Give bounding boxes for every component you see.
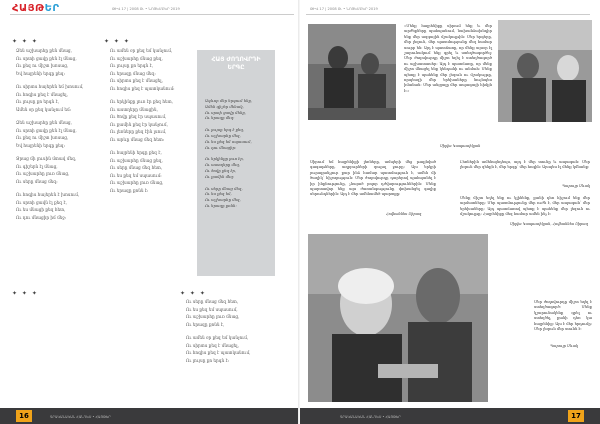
poem-line: Ու սերը մնաց մեզ, [205, 185, 243, 191]
poem-line: Ու ես քեզ եմ սպասում, [205, 138, 252, 144]
poem-line: Ձեն աշխարհը քեն մնաց, [16, 120, 72, 125]
photo-writers-portrait [498, 20, 592, 122]
poem-line: Ու ես քեզ եմ սպասում։ [110, 172, 162, 178]
poem-line: Ու քեզ ու միշտ խոսաց, [16, 135, 69, 140]
right-footer-text: ԳՐԱԿԱՆԱԿԱՆ ՀԱՆԴԵՍ • ՀԱՅԹԵՐ [340, 415, 401, 419]
photo-two-elders [308, 234, 488, 402]
photo-illustration [308, 24, 396, 120]
sidebar-poem [205, 98, 252, 209]
poem-line: Ու աշխարհը լուռ մնաց, [16, 171, 70, 176]
poem-line: Ու լույսը քո երգն է, [16, 99, 60, 104]
poem-line: Ու աշխարհը մնաց քեզ, [110, 55, 163, 61]
poem-column-3 [186, 298, 250, 364]
stars-divider: ✦ ✦ ✦ [12, 290, 39, 297]
poem-line: Ու աստղերը մնացին, [110, 106, 158, 112]
poem-line: Ու սրտի ցավն էլ քեզ է, [16, 199, 67, 205]
stars-divider: ✦ ✦ ✦ [180, 290, 207, 297]
poem-line: Ու աշխարհը լուռ մնաց, [186, 314, 240, 319]
bottom-signature: Պարույր Սևակ [550, 344, 579, 348]
poem-line: Ու սերը մնաց մեզ հետ, [110, 165, 163, 170]
left-running-head: ԹԻՎ 17 | 2008 Թ. • ՆՈՅԵՄԲԵՐ 2019 [112, 7, 180, 11]
logo-accent-text: ԵՐ [44, 3, 60, 14]
poem-line: Ու գիշերն էլ մնաց, [16, 163, 58, 169]
poem-line: Ու ես մնացի քեզ հետ, [16, 207, 66, 212]
mid-signature: Հովհաննես Շիրազ [386, 212, 422, 216]
poem-line: Ու լույսը քո երգն է։ [186, 357, 230, 363]
poem-line: Ու երազը քոնն է, [186, 321, 225, 327]
intro-signature: Սիլվա Կապուտիկյան [440, 144, 481, 148]
left-header-rule [10, 14, 294, 15]
poem-line: Ու աշխարհը մեզ, [205, 132, 241, 138]
intro-text: «Մենք հայրենիքը սիրում ենք և մեր արժեքները պահպանում, նախանձախնդիր ենք մեր ազգային մշակույթին։ Մեր երգերը, մեր լեզուն, մեր պատմությունը մեզ համար սուրբ են։ Այդ է պատճառը, որ մենք այսօր էլ շարունակում ենք գրել և ստեղծագործել։ Մեր ժողովուրդը միշտ եղել է ստեղծագործ ու աշխատասեր։ Այդ է պատճառը, որ մենք միշտ մնացել ենք կենդանի ու անմահ։ Մենք պետք է պահենք մեր լեզուն ու մշակույթը, որպեսզի մեր երեխաները նույնպես իմանան։ Մեր անցյալը մեր ապագայի հիմքն է։» [404, 24, 492, 93]
poem-line: Ու սրտի ցավը մենք, [205, 109, 247, 115]
poem-line: Ու դու մնացիր իմ մեջ։ [16, 214, 67, 220]
poem-line: Ու հոգիս քեզ է պատկանում, [186, 350, 251, 355]
photo-poets-gathering [308, 24, 396, 120]
poem-line: Ու հոգիս հայերեն է խոսում, [16, 192, 80, 197]
poem-line: Ագևոր մեր երգում ենք, [205, 98, 253, 103]
poem-line: Ու դու մնացիր։ [205, 144, 237, 150]
poem-line: Ամեն գիշեր մենակ, [205, 103, 244, 109]
poem-line: Ու սիրտս քեզ է մնացել, [110, 78, 163, 83]
poem-line: Ու ես քեզ եմ, [205, 191, 232, 197]
poem-line: Ու լեռները քեզ էին լսում, [110, 129, 167, 134]
logo-main-text: ՀԱՅԹ [12, 3, 45, 14]
poem-line: Ձեն աշխարհը քեն մնաց, [16, 48, 72, 53]
poem-line: Ու ծովը քեզ էր, [205, 167, 237, 173]
photo-illustration [498, 20, 592, 122]
magazine-logo [12, 3, 60, 14]
poem-line: Ու աստղերը մեզ, [205, 162, 241, 168]
stars-divider: ✦ ✦ ✦ [12, 38, 39, 45]
poem-line: Ու աշխարհը լուռ մնաց, [110, 180, 164, 185]
poem-line: Ու ես քեզ եմ սպասում, [186, 306, 238, 312]
poem-line: Ու երազը քոնն է։ [110, 187, 149, 193]
poem-line: Ու երազը քոնն։ [205, 202, 237, 208]
side-text: Լեռներին ամենայնդեպս, այդ է մեր տունը և ապագան։ Մեր լեզուն մեր զենքն է, մեր երգը՝ մեր հոգին։ Այսպես էլ մենք կմնանք։ [460, 160, 590, 170]
poem-line: Ու քամին քեզ էր կանչում, [110, 121, 168, 127]
poem-column-1 [16, 47, 83, 221]
left-footer-bar [0, 408, 300, 424]
sidebar-title-line2: ԵՐԳԸ [227, 64, 245, 71]
poem-line: Եվ հայրենի երգը քեզ։ [16, 70, 66, 76]
poem-line: Ու լույսը քո երգն է, [110, 63, 154, 68]
poem-line: Եվ հայրենի երգը քեզ։ [16, 142, 66, 148]
right-header-rule [306, 14, 590, 15]
stars-divider: ✦ ✦ ✦ [104, 38, 131, 45]
poem-line: Ու սիրտս քեզ է մնացել, [186, 342, 239, 348]
poem-line: Ու հոգիս քեզ է պատկանում։ [110, 85, 175, 91]
poem-line: Ու երազը մեզ։ [205, 115, 235, 121]
song-sidebar [197, 50, 275, 276]
sidebar-title [197, 56, 275, 72]
poem-line: Ամեն օր քեզ կանչում եմ։ [16, 106, 72, 112]
poem-line: Ու հայրենի երգը քեզ է, [110, 150, 162, 155]
poem-line: Ու ծովը քեզ էր սպասում, [110, 114, 167, 119]
poem-line: Ու երազը մնաց մեզ։ [110, 70, 156, 76]
poem-line: Ու սերը մնաց մեզ։ [16, 178, 58, 184]
mid-text: Սիրում եմ հայրենիքի լեռները, ամպերի մեջ թաքնված գագաթները, աղբյուրների զուլալ ջուրը։ Այս երկրի յուրաքանչյուր քար ինձ համար պատմություն է, ամեն մի ծաղիկ՝ հիշողություն։ Մեր ժողովուրդը դարերով պահպանել է իր ինքնությունը, չնայած բոլոր դժվարություններին։ Մենք պարտավոր ենք այս ժառանգությունը փոխանցել գալիք սերունդներին։ Այդ է մեր ամենամեծ պարտքը։ [310, 160, 436, 197]
poem-line: Ու սիրտս հայերեն եմ խոսում, [16, 84, 84, 89]
bottom-text: Մեր ժողովուրդը միշտ եղել է ստեղծագործ։ Մենք կշարունակենք գրել ու ստեղծել, քանի դեռ կա հայրենիք։ Այս է մեր երդումը։ Մեր լեզուն մեր տունն է։ [534, 300, 592, 332]
sidebar-title-line1: ՀԱՅ ԺՈՂՈՎՐԴԻ [211, 56, 261, 63]
poem-line: Ու ամեն օր քեզ եմ կանչում, [110, 48, 173, 53]
poem-line: Ու լույսը երգ է քեզ, [205, 127, 245, 133]
poem-line: Ու սրտի ցավը քեն էլ մնաց, [16, 55, 77, 61]
poem-line: Ու արևը մնաց մեզ հետ։ [110, 136, 165, 142]
poem-line: Ու երկինքը լուռ էր քեզ հետ, [110, 99, 173, 104]
left-footer-text: ԳՐԱԿԱՆԱԿԱՆ ՀԱՆԴԵՍ • ՀԱՅԹԵՐ [50, 415, 111, 419]
poem-line: Ու քամին մեզ։ [205, 173, 235, 179]
poem-line: Ու հոգիս քեզ է մնացել, [16, 91, 68, 97]
poem-line: Ու սրտի ցավը քեն էլ մնաց, [16, 127, 77, 133]
page-number-left: 16 [16, 410, 32, 422]
poem-line: Ու աշխարհը մնաց քեզ, [110, 157, 163, 163]
side-text-2: Մենք միշտ եղել ենք ու կլինենք, քանի դեռ հիշում ենք մեր արմատները։ Մեր պատմությունը մեր ուժն է, մեր ապագան՝ մեր երեխաները։ Այդ պատճառով պետք է պահենք մեր լեզուն ու մշակույթը։ Հայրենիքը մեզ համար ամեն ինչ է։ [460, 196, 590, 217]
poem-line: Ու սերը մնաց մեզ հետ, [186, 299, 239, 304]
right-page [300, 0, 600, 424]
right-running-head: ԹԻՎ 17 | 2008 Թ. • ՆՈՅԵՄԲԵՐ 2019 [310, 7, 378, 11]
right-footer-bar [300, 408, 600, 424]
photo-illustration [308, 234, 488, 402]
page-number-right: 17 [568, 410, 584, 422]
poem-line: Ու ամեն օր քեզ եմ կանչում, [186, 335, 249, 340]
poem-column-2 [110, 47, 175, 194]
poem-line: Ու քեզ ու միշտ խոսաց, [16, 63, 69, 68]
poem-line: Ջրաց մի լուսին մտավ մեզ, [16, 156, 77, 161]
poem-line: Ու աշխարհը մեզ, [205, 197, 241, 203]
poem-line: Ու երկինքը լուռ էր, [205, 156, 244, 162]
side-signature-2: Սիլվա Կապուտիկյան, Հովհաննես Շիրազ [510, 222, 589, 226]
side-signature: Պարույր Սևակ [562, 184, 591, 188]
